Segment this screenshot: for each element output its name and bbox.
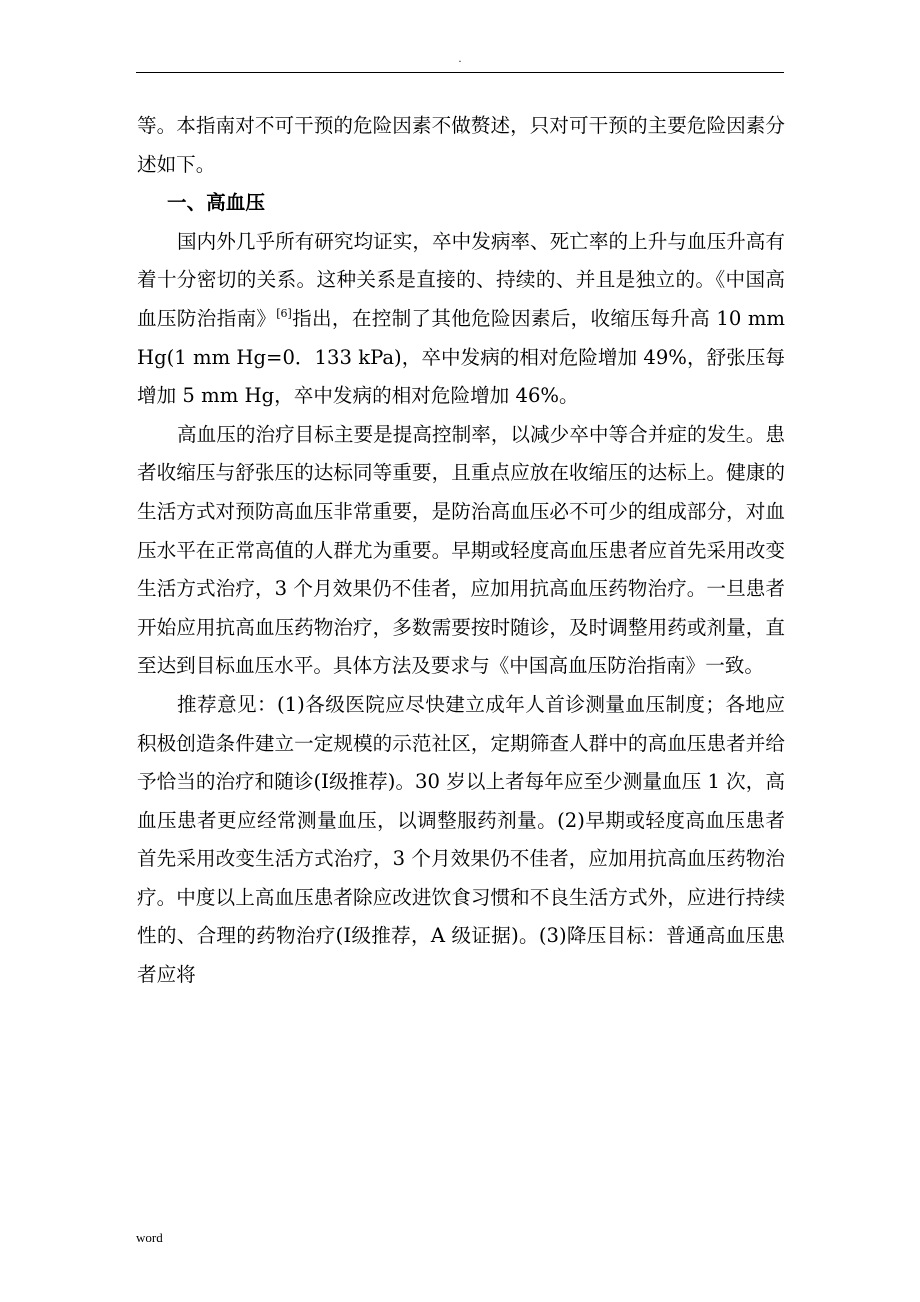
document-body [137, 107, 785, 995]
paragraph-1 [137, 223, 785, 416]
paragraph-2: 高血压的治疗目标主要是提高控制率，以减少卒中等合并症的发生。患者收缩压与舒张压的达标同等重要，且重点应放在收缩压的达标上。健康的生活方式对预防高血压非常重要，是防治高血压必不可少的组成部分，对血压水平在正常高值的人群尤为重要。早期或轻度高血压患者应首先采用改变生活方式治疗，3 个月效果仍不佳者，应加用抗高血压药物治疗。一旦患者开始应用抗高血压药物治疗，多数需要按时随诊，及时调整用药或剂量，直至达到目标血压水平。具体方法及要求与《中国高血压防治指南》一致。 [137, 422, 785, 678]
footer-label: word [136, 1230, 163, 1245]
section-heading: 一、高血压 [167, 191, 265, 215]
header-rule [136, 72, 784, 73]
paragraph-1-text-b: 指出，在控制了其他危险因素后，收缩压每升高 10 mm Hg(1 mm Hg=0．133 kPa)，卒中发病的相对危险增加 49%，舒张压每增加 5 mm Hg，卒中发病的相对危险增加 46%。 [137, 306, 785, 408]
citation-ref: [6] [276, 306, 292, 320]
intro-paragraph: 等。本指南对不可干预的危险因素不做赘述，只对可干预的主要危险因素分述如下。 [137, 114, 785, 176]
paragraph-1-text-a: 国内外几乎所有研究均证实，卒中发病率、死亡率的上升与血压升高有着十分密切的关系。这种关系是直接的、持续的、并且是独立的。《中国高血压防治指南》 [137, 229, 785, 330]
header-mark: . [458, 54, 462, 65]
paragraph-3: 推荐意见：(1)各级医院应尽快建立成年人首诊测量血压制度；各地应积极创造条件建立一定规模的示范社区，定期筛查人群中的高血压患者并给予恰当的治疗和随诊(Ⅰ级推荐)。30 岁以上者每年应至少测量血压 1 次，高血压患者更应经常测量血压，以调整服药剂量。(2)早期或轻度高血压患者首先采用改变生活方式治疗，3 个月效果仍不佳者，应加用抗高血压药物治疗。中度以上高血压患者除应改进饮食习惯和不良生活方式外，应进行持续性的、合理的药物治疗(Ⅰ级推荐，A 级证据)。(3)降压目标：普通高血压患者应将 [137, 692, 785, 987]
